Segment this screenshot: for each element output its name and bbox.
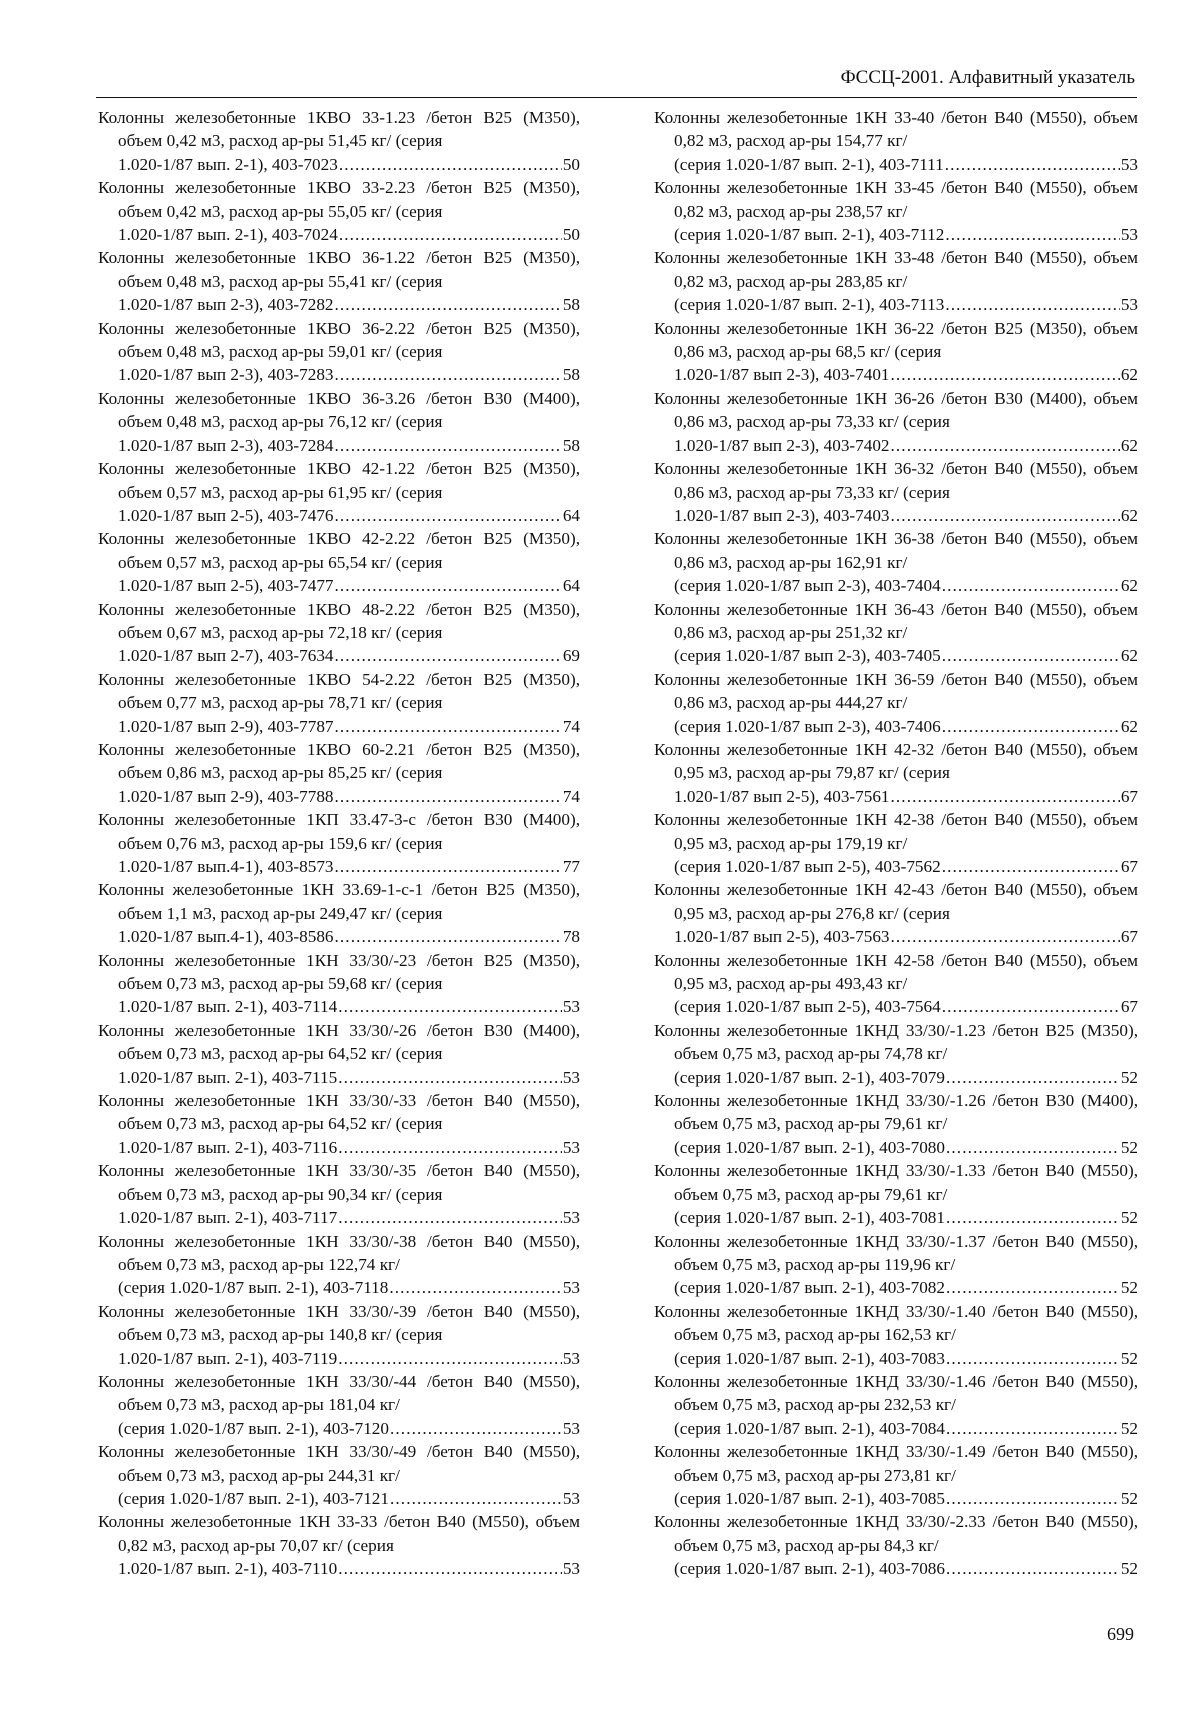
index-entry-text: Колонны железобетонные 1КН 33/30/-38 /бетон В40 (М550), объем 0,73 м3, расход ар-ры 122,74 кг/: [98, 1231, 580, 1274]
dot-leader: [335, 644, 562, 667]
index-entry-reference-line: [98, 223, 580, 246]
index-column-right: [654, 106, 1138, 1581]
index-entry-text: Колонны железобетонные 1КН 36-43 /бетон В40 (М550), объем 0,86 м3, расход ар-ры 251,32 кг/: [654, 599, 1138, 642]
index-entry-text: Колонны железобетонные 1КНД 33/30/-1.23 /бетон В25 (М350), объем 0,75 м3, расход ар-ры 74,78 кг/: [654, 1020, 1138, 1064]
index-entry: [98, 1159, 580, 1229]
index-entry-page: 52: [1120, 1067, 1138, 1087]
index-entry-page: 53: [562, 1559, 580, 1579]
index-entry: [98, 1440, 580, 1510]
index-entry-page: 50: [562, 154, 580, 174]
index-entry-reference: 1.020-1/87 вып 2-5), 403-7563: [674, 927, 890, 947]
index-entry: [98, 317, 580, 387]
index-entry-page: 53: [562, 1067, 580, 1087]
index-entry-reference-line: [654, 644, 1138, 667]
dot-leader: [390, 1487, 562, 1510]
index-entry-reference-line: [654, 434, 1138, 457]
dot-leader: [339, 153, 562, 176]
index-entry-reference: (серия 1.020-1/87 вып. 2-1), 403-7120: [118, 1418, 389, 1438]
index-entry-page: 67: [1120, 997, 1138, 1017]
index-entry: [98, 808, 580, 878]
index-entry-page: 58: [562, 295, 580, 315]
index-entry-reference: (серия 1.020-1/87 вып. 2-1), 403-7113: [674, 295, 945, 315]
index-entry: [654, 1370, 1138, 1440]
dot-leader: [891, 504, 1120, 527]
index-entry-reference: 1.020-1/87 вып. 2-1), 403-7114: [118, 997, 338, 1017]
index-entry-reference-line: [98, 925, 580, 948]
dot-leader: [946, 1136, 1120, 1159]
index-entry-page: 52: [1120, 1137, 1138, 1157]
index-entry-text: Колонны железобетонные 1КНД 33/30/-1.40 /бетон В40 (М550), объем 0,75 м3, расход ар-ры 162,53 кг/: [654, 1301, 1138, 1345]
dot-leader: [942, 574, 1120, 597]
index-entry-text: Колонны железобетонные 1КН 33-40 /бетон В40 (М550), объем 0,82 м3, расход ар-ры 154,77 кг/: [654, 108, 1138, 151]
index-entry: [654, 1440, 1138, 1510]
dot-leader: [946, 1276, 1120, 1299]
index-entry-text: Колонны железобетонные 1КН 33/30/-26 /бетон В30 (М400), объем 0,73 м3, расход ар-ры 64,52 кг/ (серия: [98, 1020, 580, 1064]
index-entry: [98, 527, 580, 597]
index-entry-reference-line: [654, 504, 1138, 527]
index-entry-reference: (серия 1.020-1/87 вып. 2-1), 403-7079: [674, 1067, 945, 1087]
dot-leader: [338, 1557, 562, 1580]
index-entry: [654, 457, 1138, 527]
dot-leader: [942, 995, 1120, 1018]
index-entry: [98, 738, 580, 808]
index-entry: [654, 387, 1138, 457]
index-entry-page: 53: [562, 1278, 580, 1298]
index-entry: [98, 1300, 580, 1370]
index-entry-page: 74: [562, 716, 580, 736]
index-entry-reference: (серия 1.020-1/87 вып. 2-1), 403-7085: [674, 1488, 945, 1508]
index-entry: [654, 176, 1138, 246]
index-entry-reference: 1.020-1/87 вып 2-3), 403-7403: [674, 505, 890, 525]
index-entry-reference-line: [98, 644, 580, 667]
index-entry: [654, 527, 1138, 597]
dot-leader: [335, 293, 562, 316]
index-entry-reference-line: [654, 925, 1138, 948]
index-entry: [654, 1300, 1138, 1370]
index-entry-text: Колонны железобетонные 1КН 36-26 /бетон В30 (М400), объем 0,86 м3, расход ар-ры 73,33 кг/ (серия: [654, 388, 1138, 432]
index-entry-reference: 1.020-1/87 вып 2-3), 403-7284: [118, 435, 334, 455]
index-entry: [98, 668, 580, 738]
index-entry-reference-line: [654, 995, 1138, 1018]
dot-leader: [335, 855, 562, 878]
dot-leader: [891, 925, 1120, 948]
index-entry-text: Колонны железобетонные 1КН 33.69-1-с-1 /бетон В25 (М350), объем 1,1 м3, расход ар-ры 249,47 кг/ (серия: [98, 880, 580, 923]
index-entry-reference-line: [654, 363, 1138, 386]
index-entry-reference-line: [98, 1417, 580, 1440]
index-entry: [654, 878, 1138, 948]
header-rule: [96, 97, 1137, 98]
index-entry-text: Колонны железобетонные 1КВО 33-2.23 /бетон В25 (М350), объем 0,42 м3, расход ар-ры 55,05 кг/ (серия: [98, 178, 580, 221]
index-entry-reference: (серия 1.020-1/87 вып 2-5), 403-7564: [674, 997, 941, 1017]
index-entry-page: 53: [1120, 295, 1138, 315]
index-entry-text: Колонны железобетонные 1КН 33/30/-44 /бетон В40 (М550), объем 0,73 м3, расход ар-ры 181,04 кг/: [98, 1371, 580, 1415]
index-entry-page: 58: [562, 435, 580, 455]
index-entry: [98, 246, 580, 316]
dot-leader: [390, 1417, 562, 1440]
index-entry-reference-line: [654, 1487, 1138, 1510]
index-entry-reference: 1.020-1/87 вып.4-1), 403-8586: [118, 927, 334, 947]
index-entry-reference: 1.020-1/87 вып 2-3), 403-7282: [118, 295, 334, 315]
index-entry-reference: 1.020-1/87 вып. 2-1), 403-7115: [118, 1067, 338, 1087]
index-entry-page: 67: [1120, 786, 1138, 806]
index-entry: [654, 1019, 1138, 1089]
index-entry-reference-line: [98, 1276, 580, 1299]
index-entry-reference-line: [654, 1206, 1138, 1229]
index-entry: [98, 176, 580, 246]
index-entry-page: 53: [562, 997, 580, 1017]
index-entry: [98, 1019, 580, 1089]
index-entry-reference: (серия 1.020-1/87 вып 2-3), 403-7406: [674, 716, 941, 736]
index-entry: [654, 949, 1138, 1019]
index-entry-text: Колонны железобетонные 1КВО 54-2.22 /бетон В25 (М350), объем 0,77 м3, расход ар-ры 78,71 кг/ (серия: [98, 669, 580, 713]
index-entry-text: Колонны железобетонные 1КНД 33/30/-1.33 /бетон В40 (М550), объем 0,75 м3, расход ар-ры 79,61 кг/: [654, 1161, 1138, 1204]
dot-leader: [338, 1206, 562, 1229]
index-entry-text: Колонны железобетонные 1КВО 36-3.26 /бетон В30 (М400), объем 0,48 м3, расход ар-ры 76,12 кг/ (серия: [98, 388, 580, 432]
index-entry-text: Колонны железобетонные 1КН 42-38 /бетон В40 (М550), объем 0,95 м3, расход ар-ры 179,19 кг/: [654, 810, 1138, 853]
dot-leader: [338, 1347, 562, 1370]
dot-leader: [945, 293, 1119, 316]
dot-leader: [389, 1276, 561, 1299]
index-entry-reference-line: [654, 855, 1138, 878]
index-entry-text: Колонны железобетонные 1КВО 33-1.23 /бетон В25 (М350), объем 0,42 м3, расход ар-ры 51,45 кг/ (серия: [98, 108, 580, 151]
index-entry-reference: (серия 1.020-1/87 вып. 2-1), 403-7082: [674, 1278, 945, 1298]
index-entry-reference-line: [654, 293, 1138, 316]
index-entry-reference-line: [654, 1347, 1138, 1370]
index-entry-text: Колонны железобетонные 1КН 33-33 /бетон В40 (М550), объем 0,82 м3, расход ар-ры 70,07 кг/ (серия: [98, 1512, 580, 1555]
index-entry-text: Колонны железобетонные 1КН 36-22 /бетон В25 (М350), объем 0,86 м3, расход ар-ры 68,5 кг/ (серия: [654, 318, 1138, 362]
index-entry-text: Колонны железобетонные 1КП 33.47-3-с /бетон В30 (М400), объем 0,76 м3, расход ар-ры 159,6 кг/ (серия: [98, 810, 580, 853]
index-entry-reference: (серия 1.020-1/87 вып. 2-1), 403-7084: [674, 1418, 945, 1438]
index-entry-text: Колонны железобетонные 1КН 36-38 /бетон В40 (М550), объем 0,86 м3, расход ар-ры 162,91 кг/: [654, 529, 1138, 572]
index-entry-page: 67: [1120, 927, 1138, 947]
index-entry: [98, 457, 580, 527]
dot-leader: [945, 223, 1119, 246]
dot-leader: [942, 855, 1120, 878]
index-entry-text: Колонны железобетонные 1КН 33-48 /бетон В40 (М550), объем 0,82 м3, расход ар-ры 283,85 кг/: [654, 248, 1138, 291]
index-entry: [98, 106, 580, 176]
dot-leader: [335, 363, 562, 386]
dot-leader: [335, 504, 562, 527]
index-entry: [98, 387, 580, 457]
index-entry-reference-line: [654, 785, 1138, 808]
index-entry-reference: 1.020-1/87 вып 2-5), 403-7476: [118, 505, 334, 525]
index-entry: [654, 808, 1138, 878]
index-entry-text: Колонны железобетонные 1КН 33/30/-39 /бетон В40 (М550), объем 0,73 м3, расход ар-ры 140,8 кг/ (серия: [98, 1301, 580, 1345]
index-entry-reference-line: [654, 153, 1138, 176]
index-entry-page: 69: [562, 646, 580, 666]
dot-leader: [335, 785, 562, 808]
index-entry-reference-line: [654, 1276, 1138, 1299]
dot-leader: [945, 153, 1120, 176]
index-entry-text: Колонны железобетонные 1КН 42-32 /бетон В40 (М550), объем 0,95 м3, расход ар-ры 79,87 кг/ (серия: [654, 739, 1138, 783]
index-entry-reference: 1.020-1/87 вып. 2-1), 403-7110: [118, 1559, 338, 1579]
index-entry: [98, 878, 580, 948]
dot-leader: [942, 644, 1120, 667]
index-entry-reference: 1.020-1/87 вып 2-5), 403-7561: [674, 786, 890, 806]
index-entry-page: 52: [1120, 1208, 1138, 1228]
dot-leader: [946, 1417, 1120, 1440]
index-entry-reference: 1.020-1/87 вып 2-7), 403-7634: [118, 646, 334, 666]
dot-leader: [946, 1066, 1120, 1089]
index-entry-page: 53: [562, 1418, 580, 1438]
index-entry-reference-line: [98, 434, 580, 457]
index-entry-reference-line: [654, 1066, 1138, 1089]
page-number: 699: [1107, 1624, 1134, 1644]
index-entry-text: Колонны железобетонные 1КНД 33/30/-1.49 /бетон В40 (М550), объем 0,75 м3, расход ар-ры 273,81 кг/: [654, 1442, 1138, 1485]
dot-leader: [891, 434, 1120, 457]
index-entry-page: 52: [1120, 1559, 1138, 1579]
index-entry-reference: 1.020-1/87 вып 2-3), 403-7283: [118, 365, 334, 385]
index-entry-text: Колонны железобетонные 1КВО 42-2.22 /бетон В25 (М350), объем 0,57 м3, расход ар-ры 65,54 кг/ (серия: [98, 529, 580, 572]
index-entry-page: 74: [562, 786, 580, 806]
index-column-left: [98, 106, 580, 1581]
index-entry-page: 62: [1120, 646, 1138, 666]
dot-leader: [338, 1136, 562, 1159]
dot-leader: [335, 925, 562, 948]
index-entry-reference-line: [654, 1136, 1138, 1159]
index-entry-page: 52: [1120, 1418, 1138, 1438]
index-entry-reference-line: [98, 785, 580, 808]
index-entry: [654, 1089, 1138, 1159]
index-entry-page: 52: [1120, 1488, 1138, 1508]
index-entry-text: Колонны железобетонные 1КВО 48-2.22 /бетон В25 (М350), объем 0,67 м3, расход ар-ры 72,18 кг/ (серия: [98, 599, 580, 642]
index-entry-reference: 1.020-1/87 вып 2-3), 403-7401: [674, 365, 890, 385]
index-entry-reference: 1.020-1/87 вып. 2-1), 403-7023: [118, 154, 338, 174]
index-entry-reference: (серия 1.020-1/87 вып. 2-1), 403-7112: [674, 225, 945, 245]
index-entry-reference: 1.020-1/87 вып. 2-1), 403-7117: [118, 1208, 338, 1228]
index-entry-reference-line: [654, 1417, 1138, 1440]
dot-leader: [891, 363, 1120, 386]
index-entry-reference-line: [98, 1557, 580, 1580]
index-entry-reference: (серия 1.020-1/87 вып. 2-1), 403-7121: [118, 1488, 389, 1508]
index-entry: [654, 598, 1138, 668]
index-entry-reference-line: [654, 715, 1138, 738]
index-entry-reference-line: [98, 1206, 580, 1229]
index-entry-reference: (серия 1.020-1/87 вып. 2-1), 403-7086: [674, 1559, 945, 1579]
index-entry-reference-line: [98, 153, 580, 176]
index-entry-reference: (серия 1.020-1/87 вып. 2-1), 403-7111: [674, 154, 944, 174]
index-entry-reference-line: [98, 1136, 580, 1159]
index-entry-page: 50: [562, 225, 580, 245]
index-entry-page: 62: [1120, 716, 1138, 736]
index-entry-reference: 1.020-1/87 вып 2-3), 403-7402: [674, 435, 890, 455]
index-entry-reference-line: [98, 574, 580, 597]
index-entry-page: 53: [562, 1208, 580, 1228]
index-entry-page: 53: [562, 1488, 580, 1508]
dot-leader: [946, 1487, 1120, 1510]
running-header: ФССЦ-2001. Алфавитный указатель: [840, 67, 1135, 88]
index-entry-reference: 1.020-1/87 вып 2-9), 403-7787: [118, 716, 334, 736]
index-entry-page: 53: [562, 1137, 580, 1157]
index-entry-reference-line: [98, 1487, 580, 1510]
index-entry-text: Колонны железобетонные 1КН 33/30/-23 /бетон В25 (М350), объем 0,73 м3, расход ар-ры 59,68 кг/ (серия: [98, 950, 580, 994]
index-entry-reference: 1.020-1/87 вып. 2-1), 403-7024: [118, 225, 338, 245]
index-entry-reference-line: [98, 363, 580, 386]
index-entry: [654, 668, 1138, 738]
index-entry: [654, 1230, 1138, 1300]
index-entry: [654, 246, 1138, 316]
index-entry-text: Колонны железобетонные 1КН 33-45 /бетон В40 (М550), объем 0,82 м3, расход ар-ры 238,57 кг/: [654, 178, 1138, 221]
index-entry-text: Колонны железобетонные 1КН 33/30/-33 /бетон В40 (М550), объем 0,73 м3, расход ар-ры 64,52 кг/ (серия: [98, 1091, 580, 1134]
index-entry-reference: (серия 1.020-1/87 вып 2-5), 403-7562: [674, 857, 941, 876]
index-entry-reference: 1.020-1/87 вып. 2-1), 403-7116: [118, 1137, 338, 1157]
index-entry-reference-line: [98, 995, 580, 1018]
index-entry-page: 58: [562, 365, 580, 385]
index-entry-reference: 1.020-1/87 вып 2-5), 403-7477: [118, 576, 334, 596]
index-entry-reference-line: [98, 715, 580, 738]
dot-leader: [335, 574, 562, 597]
index-entry-page: 53: [562, 1348, 580, 1368]
index-entry-page: 53: [1120, 225, 1138, 245]
index-entry-text: Колонны железобетонные 1КВО 36-2.22 /бетон В25 (М350), объем 0,48 м3, расход ар-ры 59,01 кг/ (серия: [98, 318, 580, 362]
index-entry-page: 52: [1120, 1278, 1138, 1298]
index-entry-reference: (серия 1.020-1/87 вып. 2-1), 403-7080: [674, 1137, 945, 1157]
index-entry-text: Колонны железобетонные 1КН 42-58 /бетон В40 (М550), объем 0,95 м3, расход ар-ры 493,43 кг/: [654, 950, 1138, 994]
index-entry-text: Колонны железобетонные 1КН 33/30/-49 /бетон В40 (М550), объем 0,73 м3, расход ар-ры 244,31 кг/: [98, 1442, 580, 1485]
dot-leader: [335, 434, 562, 457]
index-entry: [98, 1089, 580, 1159]
index-entry-reference-line: [98, 1066, 580, 1089]
dot-leader: [338, 995, 562, 1018]
index-entry-reference: 1.020-1/87 вып 2-9), 403-7788: [118, 786, 334, 806]
index-entry: [98, 1230, 580, 1300]
dot-leader: [335, 715, 562, 738]
index-entry: [98, 598, 580, 668]
index-entry-reference: 1.020-1/87 вып.4-1), 403-8573: [118, 857, 334, 876]
index-entry: [654, 106, 1138, 176]
index-entry-reference-line: [654, 574, 1138, 597]
index-entry-reference: (серия 1.020-1/87 вып. 2-1), 403-7083: [674, 1348, 945, 1368]
dot-leader: [946, 1347, 1120, 1370]
index-entry: [654, 1510, 1138, 1580]
dot-leader: [338, 1066, 562, 1089]
index-entry-text: Колонны железобетонные 1КВО 60-2.21 /бетон В25 (М350), объем 0,86 м3, расход ар-ры 85,25 кг/ (серия: [98, 739, 580, 783]
index-entry-text: Колонны железобетонные 1КН 33/30/-35 /бетон В40 (М550), объем 0,73 м3, расход ар-ры 90,34 кг/ (серия: [98, 1161, 580, 1204]
index-entry: [98, 949, 580, 1019]
index-entry-reference: (серия 1.020-1/87 вып 2-3), 403-7405: [674, 646, 941, 666]
index-entry-reference-line: [98, 504, 580, 527]
index-entry-text: Колонны железобетонные 1КНД 33/30/-1.37 /бетон В40 (М550), объем 0,75 м3, расход ар-ры 119,96 кг/: [654, 1231, 1138, 1274]
dot-leader: [946, 1557, 1120, 1580]
index-entry-page: 64: [562, 505, 580, 525]
index-entry: [98, 1510, 580, 1580]
index-entry-reference-line: [98, 1347, 580, 1370]
index-entry-text: Колонны железобетонные 1КНД 33/30/-2.33 /бетон В40 (М550), объем 0,75 м3, расход ар-ры 84,3 кг/: [654, 1512, 1138, 1555]
index-entry-page: 67: [1120, 857, 1138, 876]
index-entry-reference-line: [98, 855, 580, 878]
index-entry-page: 62: [1120, 365, 1138, 385]
index-entry-text: Колонны железобетонные 1КН 36-32 /бетон В40 (М550), объем 0,86 м3, расход ар-ры 73,33 кг/ (серия: [654, 459, 1138, 502]
index-entry-reference-line: [654, 1557, 1138, 1580]
index-entry-reference: (серия 1.020-1/87 вып. 2-1), 403-7081: [674, 1208, 945, 1228]
index-entry-page: 52: [1120, 1348, 1138, 1368]
index-entry-page: 62: [1120, 576, 1138, 596]
index-entry-page: 62: [1120, 435, 1138, 455]
dot-leader: [946, 1206, 1120, 1229]
index-entry-text: Колонны железобетонные 1КН 42-43 /бетон В40 (М550), объем 0,95 м3, расход ар-ры 276,8 кг/ (серия: [654, 880, 1138, 923]
index-entry: [654, 317, 1138, 387]
index-entry-page: 62: [1120, 505, 1138, 525]
index-entry: [98, 1370, 580, 1440]
index-entry: [654, 738, 1138, 808]
index-entry-reference: (серия 1.020-1/87 вып 2-3), 403-7404: [674, 576, 941, 596]
dot-leader: [891, 785, 1120, 808]
dot-leader: [339, 223, 562, 246]
index-entry-reference: (серия 1.020-1/87 вып. 2-1), 403-7118: [118, 1278, 389, 1298]
index-entry-text: Колонны железобетонные 1КНД 33/30/-1.26 /бетон В30 (М400), объем 0,75 м3, расход ар-ры 79,61 кг/: [654, 1091, 1138, 1134]
dot-leader: [942, 715, 1120, 738]
index-entry: [654, 1159, 1138, 1229]
index-entry-page: 64: [562, 576, 580, 596]
index-entry-text: Колонны железобетонные 1КВО 36-1.22 /бетон В25 (М350), объем 0,48 м3, расход ар-ры 55,41 кг/ (серия: [98, 248, 580, 291]
index-entry-page: 78: [562, 927, 580, 947]
index-entry-text: Колонны железобетонные 1КВО 42-1.22 /бетон В25 (М350), объем 0,57 м3, расход ар-ры 61,95 кг/ (серия: [98, 459, 580, 502]
index-entry-text: Колонны железобетонные 1КНД 33/30/-1.46 /бетон В40 (М550), объем 0,75 м3, расход ар-ры 232,53 кг/: [654, 1371, 1138, 1415]
index-entry-text: Колонны железобетонные 1КН 36-59 /бетон В40 (М550), объем 0,86 м3, расход ар-ры 444,27 кг/: [654, 669, 1138, 713]
index-entry-page: 53: [1120, 154, 1138, 174]
index-entry-page: 77: [562, 857, 580, 876]
index-entry-reference: 1.020-1/87 вып. 2-1), 403-7119: [118, 1348, 338, 1368]
index-entry-reference-line: [654, 223, 1138, 246]
index-entry-reference-line: [98, 293, 580, 316]
